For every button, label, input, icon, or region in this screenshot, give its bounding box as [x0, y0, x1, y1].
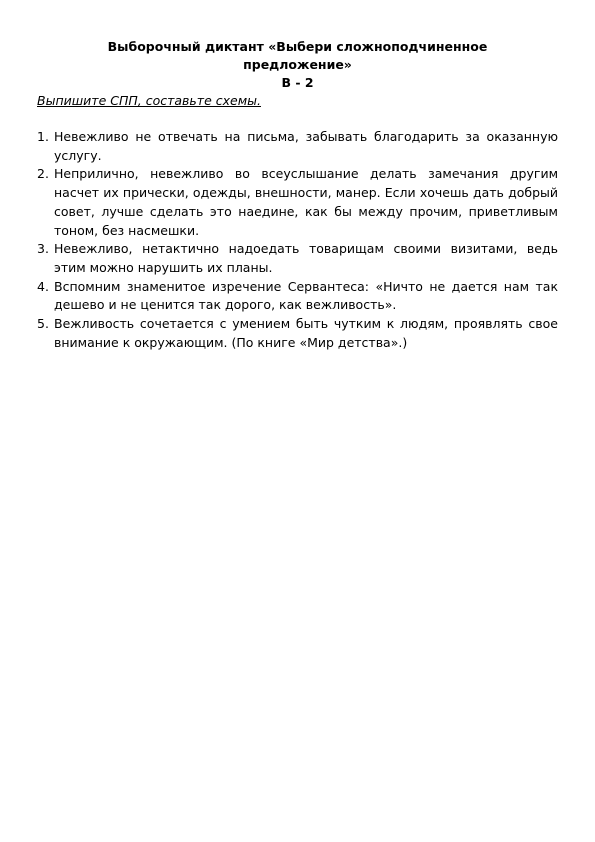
- document-title: [60, 38, 535, 92]
- list-item-number: 4.: [37, 278, 49, 294]
- list-item: [37, 128, 558, 165]
- list-item: [37, 315, 558, 352]
- list-item-text: Вежливость сочетается с умением быть чутким к людям, проявлять свое внимание к окружающим. (По книге «Мир детства».): [54, 316, 558, 350]
- list-item-text: Невежливо не отвечать на письма, забывать благодарить за оказанную услугу.: [54, 129, 558, 163]
- sentence-list: [37, 128, 558, 352]
- list-item-text: Неприлично, невежливо во всеуслышание делать замечания другим насчет их прически, одежды, внешности, манер. Если хочешь дать добрый совет, лучше сделать это наедине, как бы между прочим, приветливым тоном, без насмешки.: [54, 166, 558, 238]
- task-instruction: Выпишите СПП, составьте схемы.: [37, 93, 261, 108]
- title-line-1: Выборочный диктант «Выбери сложноподчиненное: [107, 39, 488, 54]
- title-line-2: предложение»: [243, 57, 352, 72]
- list-item-number: 3.: [37, 241, 49, 257]
- list-item: [37, 278, 558, 315]
- list-item: [37, 240, 558, 277]
- list-item-number: 1.: [37, 129, 49, 144]
- list-item-number: 2.: [37, 166, 49, 182]
- list-item: [37, 165, 558, 240]
- list-item-text: Невежливо, нетактично надоедать товарищам своими визитами, ведь этим можно нарушить их планы.: [54, 241, 558, 275]
- list-item-text: Вспомним знаменитое изречение Сервантеса: «Ничто не дается нам так дешево и не ценится так дорого, как вежливость».: [54, 278, 558, 313]
- list-item-number: 5.: [37, 316, 49, 332]
- variant-label: В - 2: [281, 75, 314, 90]
